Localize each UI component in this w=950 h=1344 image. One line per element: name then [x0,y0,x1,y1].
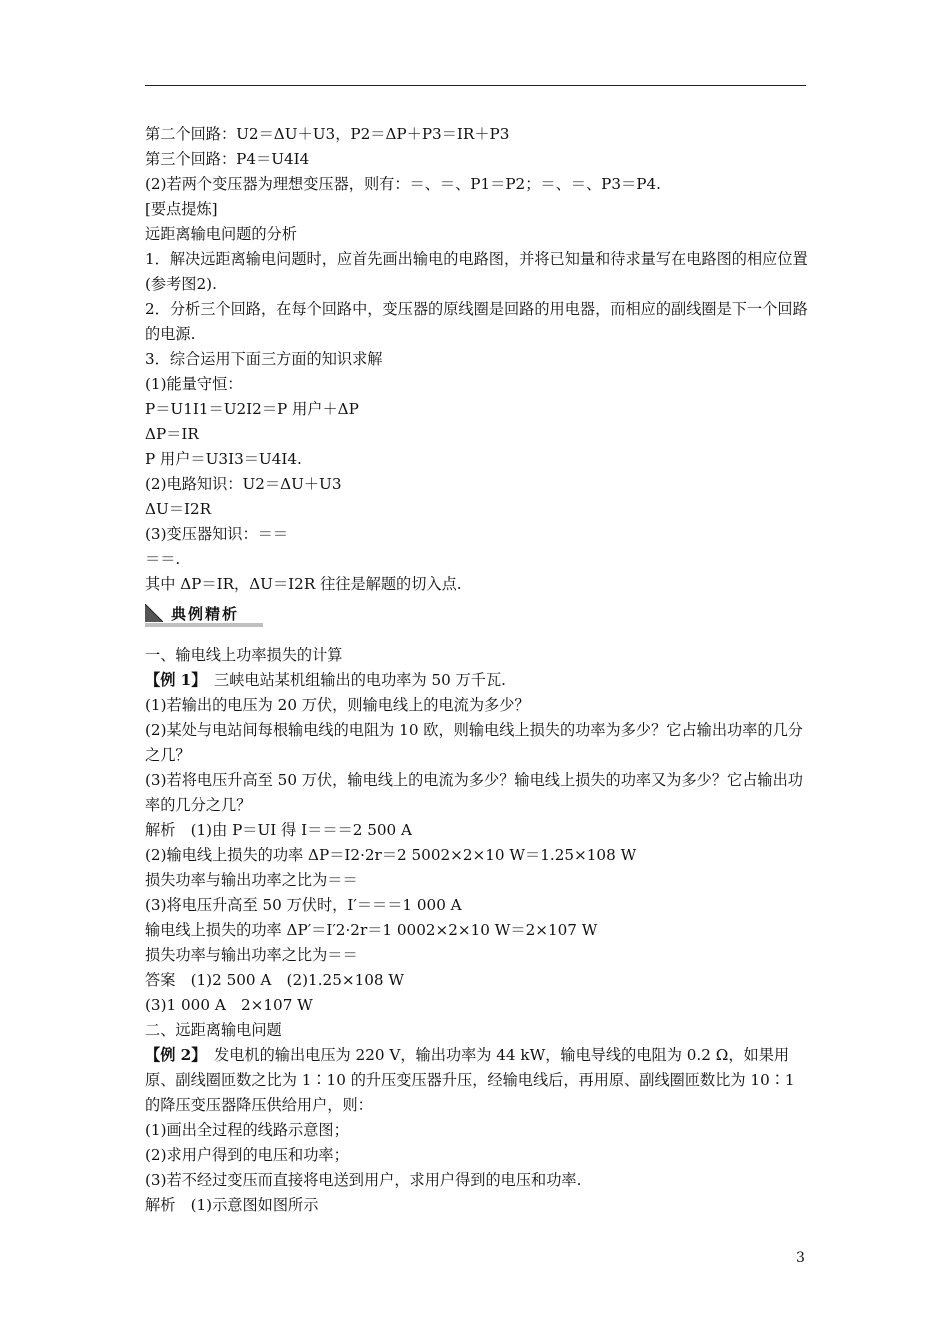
text-line: 远距离输电问题的分析 [145,225,297,243]
example-label: 【例 1】 [145,671,199,689]
text-line: (2)若两个变压器为理想变压器，则有：＝、＝、P1＝P2；＝、＝、P3＝P4. [145,175,661,193]
example-heading: 一、输电线上功率损失的计算 [145,646,343,664]
section-title: 典例精析 [171,605,240,623]
text-line: 其中 ΔP＝IR，ΔU＝I2R 往往是解题的切入点. [145,575,462,593]
text-line: (3)变压器知识：＝＝ [145,525,289,543]
page-content [145,122,810,1218]
text-line: [要点提炼] [145,200,218,218]
question: (1)画出全过程的线路示意图； [145,1121,349,1139]
solution-line: 解析 (1)示意图如图所示 [145,1196,319,1214]
solution-line: 损失功率与输出功率之比为＝＝ [145,946,358,964]
example-heading: 二、远距离输电问题 [145,1021,282,1039]
section-underline [145,623,263,627]
header-rule [145,85,806,86]
page-number: 3 [796,1250,805,1266]
solution-line: 输电线上损失的功率 ΔP′＝I′2·2r＝1 0002×2×10 W＝2×107 W [145,921,598,939]
example-text: 三峡电站某机组输出的电功率为 50 万千瓦. [198,671,507,689]
question: (3)若将电压升高至 50 万伏，输电线上的电流为多少？输电线上损失的功率又为多少？它占输出功率的几分之几？ [145,771,803,814]
text-line: ΔP＝IR [145,425,199,443]
example-statement [145,668,810,693]
example-statement [145,1043,810,1118]
solution-line: 解析 (1)由 P＝UI 得 I＝＝＝2 500 A [145,821,412,839]
text-line: 第二个回路：U2＝ΔU＋U3，P2＝ΔP＋P3＝IR＋P3 [145,125,510,143]
text-line: 3．综合运用下面三方面的知识求解 [145,350,383,368]
text-line: (1)能量守恒： [145,375,243,393]
question: (2)求用户得到的电压和功率； [145,1146,349,1164]
text-line: (2)电路知识：U2＝ΔU＋U3 [145,475,342,493]
solution-line: (2)输电线上损失的功率 ΔP＝I2·2r＝2 5002×2×10 W＝1.25×108 W [145,846,637,864]
solution-line: 损失功率与输出功率之比为＝＝ [145,871,358,889]
solution-line: (3)1 000 A 2×107 W [145,996,313,1014]
paragraph: 1．解决远距离输电问题时，应首先画出输电的电路图，并将已知量和待求量写在电路图的相应位置(参考图2). [145,250,808,293]
text-line: ΔU＝I2R [145,500,212,518]
solution-line: 答案 (1)2 500 A (2)1.25×108 W [145,971,405,989]
text-line: 第三个回路：P4＝U4I4 [145,150,310,168]
corner-triangle-icon [145,604,163,622]
question: (3)若不经过变压而直接将电送到用户，求用户得到的电压和功率. [145,1171,582,1189]
example-text: 发电机的输出电压为 220 V，输出功率为 44 kW，输电导线的电阻为 0.2 Ω，如果用原、副线圈匝数之比为 1∶10 的升压变压器升压，经输电线后，再用原、副线圈匝数比为 10∶1 的降压变压器降压供给用户，则： [145,1046,795,1114]
section-banner [145,603,265,627]
solution-line: (3)将电压升高至 50 万伏时，I′＝＝＝1 000 A [145,896,462,914]
text-line: P＝U1I1＝U2I2＝P 用户＋ΔP [145,400,359,418]
question: (2)某处与电站间每根输电线的电阻为 10 欧，则输电线上损失的功率为多少？它占输出功率的几分之几？ [145,721,803,764]
text-line: P 用户＝U3I3＝U4I4. [145,450,302,468]
paragraph: 2．分析三个回路，在每个回路中，变压器的原线圈是回路的用电器，而相应的副线圈是下一个回路的电源. [145,300,808,343]
example-label: 【例 2】 [145,1046,199,1064]
question: (1)若输出的电压为 20 万伏，则输电线上的电流为多少？ [145,696,530,714]
text-line: ＝＝. [145,550,181,568]
